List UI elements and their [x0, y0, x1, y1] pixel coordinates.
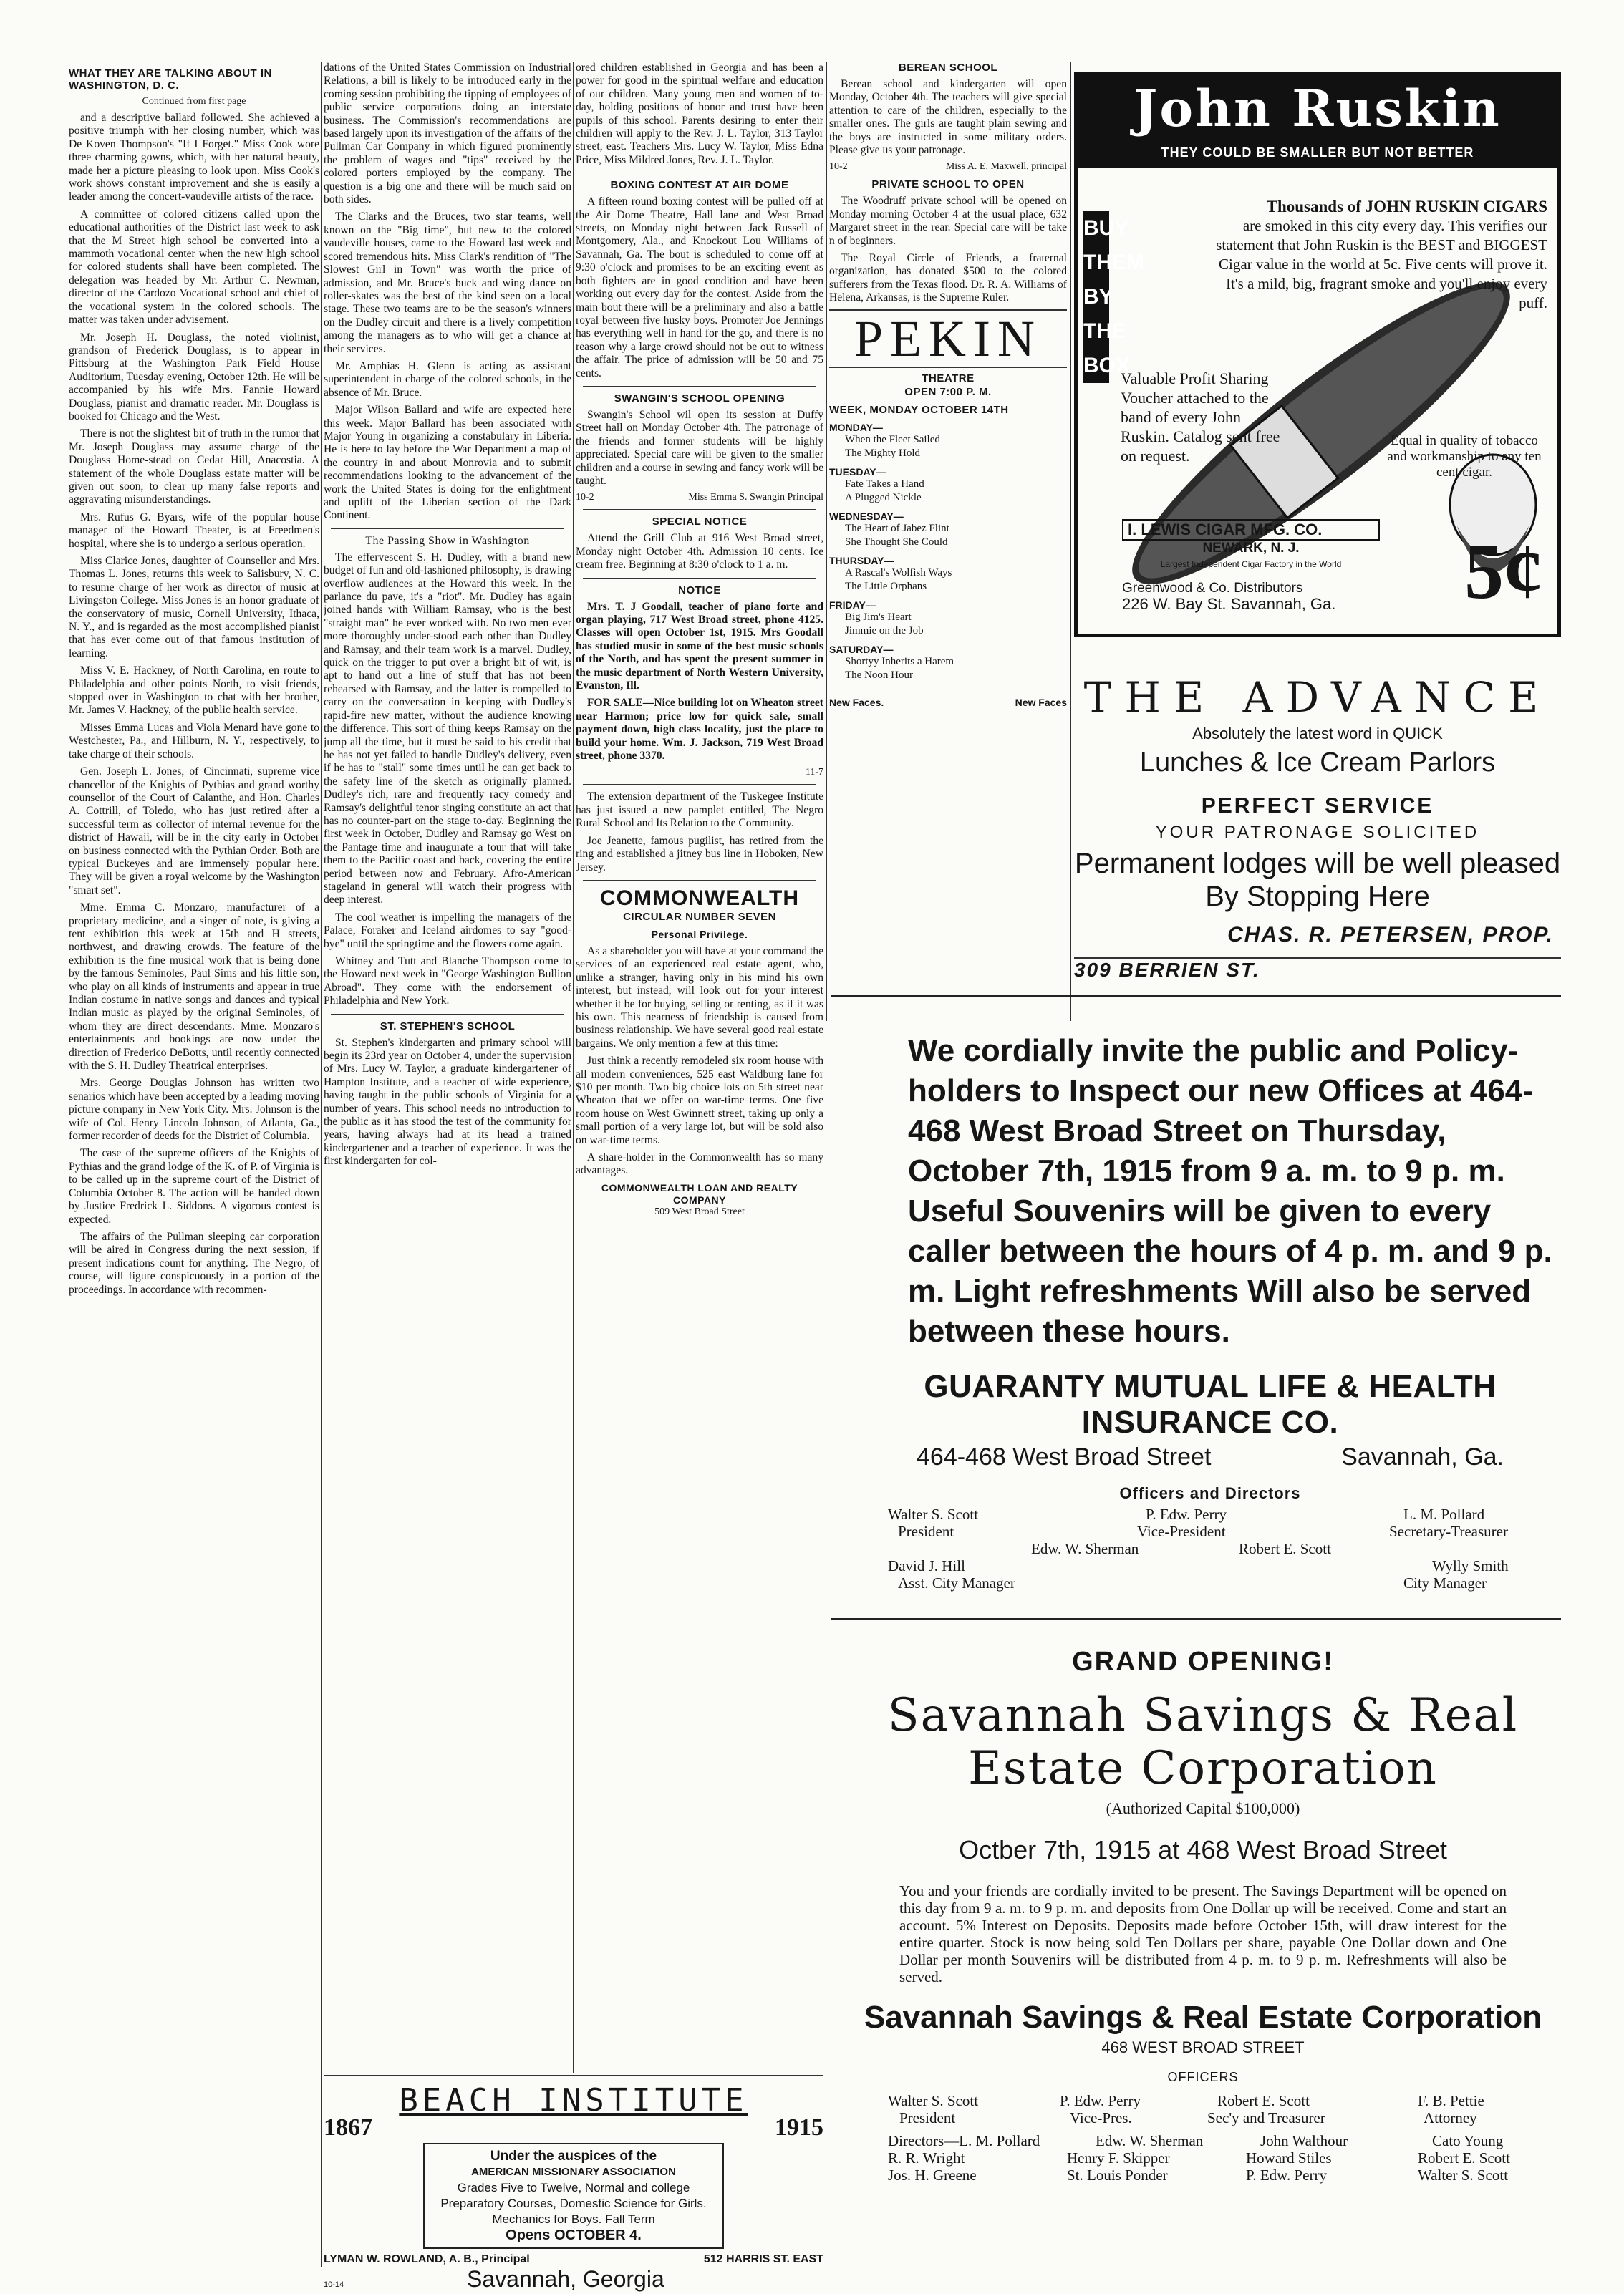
director-name: Jos. H. Greene: [888, 2167, 977, 2184]
beach-line: AMERICAN MISSIONARY ASSOCIATION: [471, 2166, 676, 2178]
column-rule: [1070, 62, 1071, 1021]
guaranty-address: [859, 1443, 1561, 1471]
officer-title: President: [898, 1523, 954, 1540]
paragraph: St. Stephen's kindergarten and primary school will begin its 23rd year on October 4, under the supervision of Mrs. Lucy W. Taylor, a graduate kindergartener of Hampton Institute, and a teacher of wide experience, having taught in the public schools of Virginia for a number of years. This school needs no introduction to the public as it has stood the test of the community for years, having always had at its head a trained kindergartener and a teacher of experience. It was the first kindergarten for col-: [324, 1036, 571, 1168]
officers-grid: [845, 2085, 1561, 2207]
section-subheading: Personal Privilege.: [651, 928, 748, 940]
officer-title: Sec'y and Treasurer: [1207, 2109, 1325, 2126]
city: Savannah, Ga.: [1341, 1443, 1504, 1471]
savannah-savings-ad: [845, 1647, 1561, 2262]
section-heading: SWANGIN'S SCHOOL OPENING: [614, 392, 786, 405]
schedule-day: THURSDAY—: [829, 554, 894, 566]
officer-name: Wylly Smith: [1432, 1557, 1509, 1574]
company-city: NEWARK, N. J.: [1202, 541, 1300, 556]
film-title: Shortyy Inherits a Harem: [845, 655, 954, 667]
officer-title: President: [899, 2109, 956, 2126]
director-name: R. R. Wright: [888, 2149, 965, 2167]
advance-line: By Stopping Here: [1205, 881, 1430, 912]
beach-institute-ad: [324, 2075, 823, 2292]
officers-list: [859, 1506, 1561, 1599]
pekin-footer-right: New Faces: [1015, 696, 1067, 708]
officer-name: P. Edw. Perry: [1146, 1506, 1227, 1523]
pekin-week: WEEK, MONDAY OCTOBER 14TH: [829, 403, 1009, 416]
officer-name: L. M. Pollard: [1403, 1506, 1485, 1523]
section-heading: ST. STEPHEN'S SCHOOL: [380, 1020, 516, 1032]
schedule-day: WEDNESDAY—: [829, 510, 904, 522]
beach-line: Under the auspices of the: [490, 2149, 657, 2164]
paragraph: and a descriptive ballard followed. She achieved a positive triumph with her closing number, which was De Koven Thompson's "If I Forget." Miss Cook wore three charming gowns, which, with her natural beauty, made her a picture pleasing to look upon. Miss Cook's work shows constant improvement and she is easily a leader among the concert-vaudeville artists of the race.: [69, 112, 319, 203]
savannah-capital: (Authorized Capital $100,000): [1106, 1799, 1300, 1817]
column-rule: [321, 62, 322, 2267]
paragraph: Whitney and Tutt and Blanche Thompson come to the Howard next week in "George Washington Bullion Abroad". They come with the endorsement of Philadelphia and New York.: [324, 955, 571, 1007]
separator: [331, 528, 564, 529]
section-heading: BOXING CONTEST AT AIR DOME: [610, 179, 789, 192]
column-2: [324, 62, 571, 2066]
john-ruskin-ad: [1074, 72, 1561, 637]
officer-name: Robert E. Scott: [1239, 1540, 1331, 1557]
schedule-day: FRIDAY—: [829, 599, 876, 611]
advance-line: Permanent lodges will be well pleased: [1074, 848, 1561, 879]
signature: Miss Emma S. Swangin Principal: [688, 492, 823, 503]
company-name: COMMONWEALTH LOAN AND REALTY COMPANY: [601, 1181, 798, 1206]
paragraph: Mr. Amphias H. Glenn is acting as assistant superintendent in charge of the colored schools, in the absence of Mr. Bruce.: [324, 359, 571, 399]
film-title: The Noon Hour: [845, 669, 913, 681]
savannah-address: 468 WEST BROAD STREET: [1101, 2038, 1305, 2056]
date-code: 10-2: [829, 161, 848, 173]
film-title: When the Fleet Sailed: [845, 433, 940, 445]
continued-line: Continued from first page: [142, 96, 246, 107]
date-code: 10-14: [324, 2280, 344, 2289]
advance-line: Absolutely the latest word in QUICK: [1192, 725, 1443, 742]
paragraph: The Woodruff private school will be opened on Monday morning October 4 at the usual place, 632 Margaret street in the rear. Special care will be take n of beginners.: [829, 195, 1067, 247]
section-heading: SPECIAL NOTICE: [652, 516, 748, 528]
officer-name: F. B. Pettie: [1418, 2092, 1484, 2109]
column-1: [69, 62, 319, 1301]
advance-line: PERFECT SERVICE: [1201, 794, 1434, 818]
divider: [831, 995, 1561, 997]
paragraph: FOR SALE—Nice building lot on Wheaton street near Harmon; price low for quick sale, small payment down, high class locality, just the place to build your home. Wm. J. Jackson, 719 West Broad street, phone 3370.: [576, 697, 823, 763]
paragraph: Gen. Joseph L. Jones, of Cincinnati, supreme vice chancellor of the Knights of Pythias and grand worthy counsellor of the Court of Calanthe, and Hon. Charles A. Cottrill, of Toledo, who has just retired after a successful term as collector of internal revenue for the district of Hawaii, will be in the city early in October on business connected with the Pythian Order. Both are typical Buckeyes and are immensely popular here. They will be given a royal welcome by the Washington "smart set".: [69, 765, 319, 896]
film-title: The Little Orphans: [845, 580, 927, 592]
beach-footer: [324, 2253, 823, 2266]
column-4: [829, 62, 1067, 1014]
ruskin-vertical-banner: BUY THEM BY THE BOX: [1083, 211, 1109, 383]
ruskin-slogan: THEY COULD BE SMALLER BUT NOT BETTER: [1078, 142, 1557, 168]
schedule-day: TUESDAY—: [829, 465, 886, 478]
paragraph: Mrs. George Douglas Johnson has written two senarios which have been accepted by a leading moving picture company in New York City. Mrs. Johnson is the wife of Col. Henry Lincoln Johnson, of Atlanta, Ga., former recorder of deeds for the District of Columbia.: [69, 1077, 319, 1143]
paragraph: Miss V. E. Hackney, of North Carolina, en route to Philadelphia and other points North, to visit friends, stopped over in Washington to chat with her brother, Mr. James V. Hackney, of the public health service.: [69, 664, 319, 717]
film-title: A Rascal's Wolfish Ways: [845, 566, 952, 579]
advance-proprietor: [1074, 923, 1561, 947]
signature-line: [829, 161, 1067, 173]
signature-line: [576, 492, 823, 503]
beach-address: 512 HARRIS ST. EAST: [703, 2253, 823, 2265]
officer-name: Edw. W. Sherman: [1031, 1540, 1139, 1557]
ruskin-company: [1122, 519, 1380, 612]
director-name: St. Louis Ponder: [1067, 2167, 1168, 2184]
section-heading: PRIVATE SCHOOL TO OPEN: [871, 178, 1025, 191]
film-title: The Heart of Jabez Flint: [845, 522, 949, 534]
beach-line: Opens OCTOBER 4.: [506, 2227, 642, 2243]
paragraph: Joe Jeanette, famous pugilist, has retired from the ring and established a jitney bus line in Hoboken, New Jersey.: [576, 834, 823, 873]
director-name: Edw. W. Sherman: [1096, 2132, 1204, 2149]
separator: [331, 1014, 564, 1015]
distributor: Greenwood & Co. Distributors: [1122, 581, 1303, 596]
director-name: Henry F. Skipper: [1067, 2149, 1170, 2167]
beach-city: Savannah, Georgia: [467, 2266, 664, 2292]
paragraph: A share-holder in the Commonwealth has so many advantages.: [576, 1151, 823, 1177]
ruskin-body: are smoked in this city every day. This verifies our statement that John Ruskin is the BEST and BIGGEST Cigar value in the world at 5c. Five cents will prove it. It's a mild, big, fragrant smoke and you'll enjoy every puff.: [1216, 217, 1547, 311]
guaranty-invite: We cordially invite the public and Policy-holders to Inspect our new Offices at 464-468 West Broad Street on Thursday, October 7th, 1915 from 9 a. m. to 9 p. m. Useful Souvenirs will be given to every caller between the hours of 4 p. m. and 9 p. m. Light refreshments Will also be served between these hours.: [908, 1033, 1552, 1349]
film-title: The Mighty Hold: [845, 447, 920, 459]
paragraph: Attend the Grill Club at 916 West Broad street, Monday night October 4th. Admission 10 cents. Ice cream free. Beginning at 8:30 o'clock to 1 a. m.: [576, 532, 823, 571]
paragraph: Major Wilson Ballard and wife are expected here this week. Major Ballard has been associated with Major Young in organizing a constabulary in Liberia. He is here to lay before the War Department a map of the country in and about Monrovia and to submit recommendations looking to the advancement of the work the United States is doing for the enlightment and uplift of the Liberian section of the Dark Continent.: [324, 404, 571, 522]
paragraph: dations of the United States Commission on Industrial Relations, a bill is likely to be introduced early in the coming session prohibiting the tipping of employees of public service corporations doing an interstate business. The Commission's recommendations are based largely upon its investigation of the affairs of the Pullman Car Company in which figured prominently the problem of wages and "tips" received by the colored porters employed by the company. The question is a big one and there will be much said on both sides.: [324, 62, 571, 206]
paragraph: The extension department of the Tuskegee Institute has just issued a new pamplet entitled, The Negro Rural School and Its Relation to the Community.: [576, 790, 823, 830]
beach-title: BEACH INSTITUTE: [399, 2082, 748, 2119]
ruskin-voucher: Valuable Profit Sharing Voucher attached to the band of every John Ruskin. Catalog sent free on request.: [1121, 369, 1280, 465]
director-name: John Walthour: [1260, 2132, 1348, 2149]
beach-principal: LYMAN W. ROWLAND, A. B., Principal: [324, 2253, 530, 2265]
ruskin-title: John Ruskin: [1078, 75, 1557, 142]
ruskin-quality: Equal in quality of tobacco and workmanship to any ten cent cigar.: [1387, 433, 1542, 480]
separator: [583, 784, 816, 785]
officer-title: Secretary-Treasurer: [1389, 1523, 1508, 1540]
date-code-line: [576, 767, 823, 778]
schedule-day: SATURDAY—: [829, 643, 894, 655]
ruskin-lead: Thousands of JOHN RUSKIN CIGARS: [1266, 198, 1547, 216]
pekin-open: OPEN 7:00 P. M.: [904, 385, 992, 398]
ruskin-price: 5¢: [1464, 528, 1543, 615]
section-subheading: CIRCULAR NUMBER SEVEN: [623, 910, 776, 923]
savannah-name: Savannah Savings & Real Estate Corporation: [864, 2000, 1542, 2035]
paragraph: The effervescent S. H. Dudley, with a brand new budget of fun and old-fashioned philosophy, is drawing overflow audiences at the Howard this week. In the parlance du pave, it's a "riot". Mr. Dudley has again joined hands with William Ramsay, who is the best "straight man" he ever worked with. No two men ever more thoroughly under-stood each other than Dudley and Ramsay, and their team work is a marvel. Dudley, quick on the trigger to put over a bright bit of wit, is apt to hand out a line of stuff that has not been rehearsed with Ramsay, and the latter is compelled to carry on the conversation in keeping with Dudley's rapid-fire new matter, without the audience knowing the difference. This sort of thing keeps Ramsay on the jump all the time, but it must be said to his credit that he has not yet failed to handle Dudley's delivery, even if he has to "stall" some times until he can get back to the safety line of the sketch as originally planned. Dudley's rich, rare and frequently racy comedy and Ramsay's delightful tenor singing constitute an act that has no counter-part on the stage to-day. Beginning the first week in October, Dudley and Ramsay go West on the Pantage time and inaugurate a tour that will take them to the Pacific coast and back, covering the entire period between now and February. Afro-American stageland in general will watch their progress with deep interest.: [324, 551, 571, 906]
paragraph: The case of the supreme officers of the Knights of Pythias and the grand lodge of the K. of P. of Virginia is to be called up in the supreme court of the District of Columbia October 8. The action will be handed down by Justice Fredrick L. Siddons. A vigorous contest is expected.: [69, 1147, 319, 1226]
signature: Miss A. E. Maxwell, principal: [945, 161, 1067, 173]
officer-title: Vice-Pres.: [1070, 2109, 1132, 2126]
officer-title: Vice-President: [1137, 1523, 1226, 1540]
paragraph: Just think a recently remodeled six room house with all modern conveniences, 525 east Waldburg lane for $10 per month. Two big choice lots on 5th street near Wheaton that we offer on war-time terms. One five room house on West Gwinnett street, taking up only a small portion of a very large lot, but will be sold also on war-time terms.: [576, 1055, 823, 1146]
officers-heading: Officers and Directors: [1119, 1484, 1301, 1502]
officer-name: Robert E. Scott: [1217, 2092, 1310, 2109]
guaranty-mutual-ad: [859, 1031, 1561, 1592]
film-title: Jimmie on the Job: [845, 624, 924, 637]
officer-name: David J. Hill: [888, 1557, 965, 1574]
section-heading: The Passing Show in Washington: [365, 534, 530, 547]
film-title: She Thought She Could: [845, 536, 948, 548]
savannah-date: Octber 7th, 1915 at 468 West Broad Street: [959, 1835, 1447, 1864]
officer-title: Asst. City Manager: [898, 1574, 1015, 1592]
date-code: 11-7: [805, 767, 823, 778]
film-title: Big Jim's Heart: [845, 611, 912, 623]
paragraph: ored children established in Georgia and has been a power for good in the spiritual welfare and education of our children. Many young men and women of to-day, holding positions of honor and trust have been pupils of this school. Parents desiring to enter their children will apply to the Rev. J. L. Taylor, 313 Taylor street, east. Teachers Mrs. Lucy W. Taylor, Miss Edna Price, Miss Mildred Jones, Rev. J. L. Taylor.: [576, 62, 823, 166]
director-name: Robert E. Scott: [1418, 2149, 1510, 2167]
date-code: 10-2: [576, 492, 594, 503]
officer-name: Walter S. Scott: [888, 2092, 979, 2109]
officer-title: Attorney: [1424, 2109, 1477, 2126]
advance-title: THE ADVANCE: [1083, 673, 1552, 722]
paragraph: The cool weather is impelling the managers of the Palace, Foraker and Iceland airdomes to say "good-bye" until the springtime and the flowers come again.: [324, 911, 571, 950]
paragraph: The Royal Circle of Friends, a fraternal organization, has donated $500 to the colored sufferers from the Texas flood. Dr. R. A. Williams of Helena, Arkansas, is the Supreme Ruler.: [829, 252, 1067, 304]
paragraph: Mrs. T. J Goodall, teacher of piano forte and organ playing, 717 West Broad street, phone 4125. Classes will open October 1st, 1915. Mrs Goodall has studied music in some of the best music schools of the North, and has spent the present summer in the music department of North Western University, Evanston, Ill.: [576, 600, 823, 692]
paragraph: Mme. Emma C. Monzaro, manufacturer of a proprietary medicine, and a singer of note, is giving a tent exhibition this week at 15th and H streets, northwest, and drawing crowds. The feature of the exhibition is the fine musical work that is being done by the famous Seminoles, Paul Sims and his little son, who play on all kinds of instruments and appear in true Indian costume in native songs and dances and typical Indian music as played by the original Seminoles, of whom they are direct descendants. Mme. Monzaro's entertainments and bookings are now under the direction of Frederico DeBotts, until recently connected with the S. H. Dudley Theatrical enterprises.: [69, 901, 319, 1073]
pekin-schedule: [829, 422, 1067, 682]
advance-address: 309 BERRIEN ST.: [1074, 957, 1561, 982]
section-heading: NOTICE: [678, 584, 721, 596]
year-founded: 1867: [324, 2114, 372, 2141]
director-name: P. Edw. Perry: [1246, 2167, 1327, 2184]
paragraph: A committee of colored citizens called upon the educational authorities of the District last week to ask that the M Street high school be converted into a mammoth vocational center when the new high school for colored students shall have been completed. The delegation was headed by Mr. Arthur C. Newman, director of the Cardozo Vocational school and chief of the vocational system in the colored schools. The matter was taken under advisement.: [69, 208, 319, 326]
article-heading: WHAT THEY ARE TALKING ABOUT IN WASHINGTON, D. C.: [69, 67, 272, 92]
beach-city-row: [324, 2266, 823, 2293]
schedule-day: MONDAY—: [829, 421, 883, 433]
beach-info-box: [423, 2143, 724, 2249]
paragraph: Mrs. Rufus G. Byars, wife of the popular house manager of the Howard Theater, is at Freedmen's hospital, where she is to undergo a serious operation.: [69, 510, 319, 550]
paragraph: Mr. Joseph H. Douglass, the noted violinist, grandson of Frederick Douglass, is to appear in Pittsburg at the Washington Park Field House Auditorium, Tuesday evening, October 12th. He will be accompanied by his wife Mrs. Fannie Howard Douglass, pianist and dramatic reader. Mr. Douglass is booked for Chicago and the West.: [69, 331, 319, 422]
paragraph: Miss Clarice Jones, daughter of Counsellor and Mrs. Thomas L. Jones, returns this week to Salisbury, N. C. to resume charge of her work as director of music at Livingston College. Miss Jones is an honor graduate of the conservatory of music, Cornell University, Ithaca, N. Y., and is regarded as the most accomplished pianist that has ever come out of that famous institution of learning.: [69, 555, 319, 659]
year-current: 1915: [775, 2114, 823, 2141]
officer-name: P. Edw. Perry: [1060, 2092, 1141, 2109]
company-address: 509 West Broad Street: [654, 1206, 745, 1217]
pekin-theatre: THEATRE: [922, 372, 975, 384]
pekin-footer: [829, 697, 1067, 708]
director-name: Cato Young: [1432, 2132, 1504, 2149]
beach-line: Grades Five to Twelve, Normal and college Preparatory Courses, Domestic Science for Girls. Mechanics for Boys. Fall Term: [440, 2181, 707, 2226]
savannah-title: Estate Corporation: [968, 1742, 1438, 1795]
guaranty-name: GUARANTY MUTUAL LIFE & HEALTH INSURANCE CO.: [924, 1369, 1497, 1440]
company-tagline: Largest Independent Cigar Factory in the World: [1160, 559, 1342, 569]
director-name: Howard Stiles: [1246, 2149, 1332, 2167]
advance-line: Lunches & Ice Cream Parlors: [1139, 747, 1496, 778]
section-heading: COMMONWEALTH: [599, 886, 800, 910]
paragraph: Berean school and kindergarten will open Monday, October 4th. The teachers will give special attention to care of the children, especially to the smaller ones. The girls are taught plain sewing and the boys are instructed in some military orders. Please give us your patronage.: [829, 78, 1067, 157]
ruskin-copy: [1204, 197, 1547, 313]
pekin-footer-left: New Faces.: [829, 696, 884, 708]
pekin-ad: [829, 309, 1067, 708]
pekin-title: PEKIN: [829, 309, 1067, 368]
paragraph: The affairs of the Pullman sleeping car corporation will be aired in Congress during the next session, if present indications count for anything. The Negro, of course, will figure conspicuously in a portion of the proceedings. In accordance with recommen-: [69, 1230, 319, 1296]
proprietor: CHAS. R. PETERSEN, PROP.: [1227, 923, 1554, 947]
company-name: I. LEWIS CIGAR MFG. CO.: [1122, 519, 1380, 541]
separator: [583, 386, 816, 387]
paragraph: There is not the slightest bit of truth in the rumor that Mr. Joseph Douglass may assume charge of the Douglass Home-stead on Cedar Hill, Anacostia. A statement of the whole Douglass estate matter will be given out soon, to clear up many false reports and aggravating misunderstandings.: [69, 427, 319, 506]
paragraph: As a shareholder you will have at your command the services of an experienced real estate agent, who, unlike a stranger, having only in his mind his own interest, but instead, will look out for your interest whether it be for buying, selling or renting, as if it was his own. This nearness of friendship is caused from business relationship. We have several good real estate bargains. We only mention a few at this time:: [576, 944, 823, 1050]
savannah-title: Savannah Savings & Real: [887, 1689, 1519, 1742]
paragraph: The Clarks and the Bruces, two star teams, well known on the "Big time", but new to the colored vaudeville houses, came to the Howard last week and scored tremendous hits. Miss Clark's rendition of "The Slowest Girl in Town" was worth the price of admission, and Mr. Bruce's buck and wing dance on roller-skates was the best of the kind seen on a local stage. These two teams are to be the season's winners on the Dudley circuit and there is a lively competition among the managers as to who will get a chance at their services.: [324, 210, 571, 355]
column-3: [576, 62, 823, 2066]
column-rule: [826, 62, 827, 1021]
separator: [583, 578, 816, 579]
officer-title: City Manager: [1403, 1574, 1487, 1592]
paragraph: Misses Emma Lucas and Viola Menard have gone to Westchester, Pa., and Hillburn, N. Y., respectively, to take charge of their schools.: [69, 721, 319, 760]
director-name: Directors—L. M. Pollard: [888, 2132, 1040, 2149]
officer-name: Walter S. Scott: [888, 1506, 979, 1523]
savannah-body: You and your friends are cordially invited to be present. The Savings Department will be opened on this day from 9 a. m. to 9 p. m. and deposits from One Dollar up will be received. Come and start an account. 5% Interest on Deposits. Deposits made before October 15th, will draw interest for the entire quarter. Stock is now being sold Ten Dollars per share, payable One Dollar down and One Dollar per month Souvenirs will be distributed from 4 p. m. to 9 p. m. Refreshments will also be served.: [899, 1882, 1507, 1985]
divider: [831, 1618, 1561, 1620]
advance-line: YOUR PATRONAGE SOLICITED: [1155, 823, 1480, 842]
director-name: Walter S. Scott: [1418, 2167, 1509, 2184]
paragraph: A fifteen round boxing contest will be pulled off at the Air Dome Theatre, Hall lane and West Broad streets, on Monday night between Jack Russell of Montgomery, Ala., and Knockout Lou Williams of Savannah, Ga. The bout is scheduled to come off at 9:30 o'clock and promises to be an exciting event as both fighters are in good condition and have been working out every day for the contest. Aside from the main bout there will be a preliminary and also a battle royal between five husky boys. Promoter Joe Jennings has everything well in hand for the go, and there is no reason why a large crowd should not be out to witness the affair. The price of admission will be 50 and 75 cents.: [576, 195, 823, 379]
separator: [583, 509, 816, 510]
officers-heading: OFFICERS: [1167, 2070, 1239, 2084]
section-heading: BEREAN SCHOOL: [898, 62, 998, 74]
column-rule: [573, 62, 574, 2073]
film-title: A Plugged Nickle: [845, 491, 922, 503]
street: 464-468 West Broad Street: [917, 1443, 1212, 1471]
distributor-address: 226 W. Bay St. Savannah, Ga.: [1122, 595, 1336, 613]
separator: [583, 880, 816, 881]
film-title: Fate Takes a Hand: [845, 478, 924, 490]
paragraph: Swangin's School wil open its session at Duffy Street hall on Monday October 4th. The patronage of the friends and former students will be highly appreciated. Special care will be given to the smaller children and a course in sewing and fancy work will be taught.: [576, 408, 823, 487]
grand-opening-heading: GRAND OPENING!: [1072, 1647, 1334, 1677]
